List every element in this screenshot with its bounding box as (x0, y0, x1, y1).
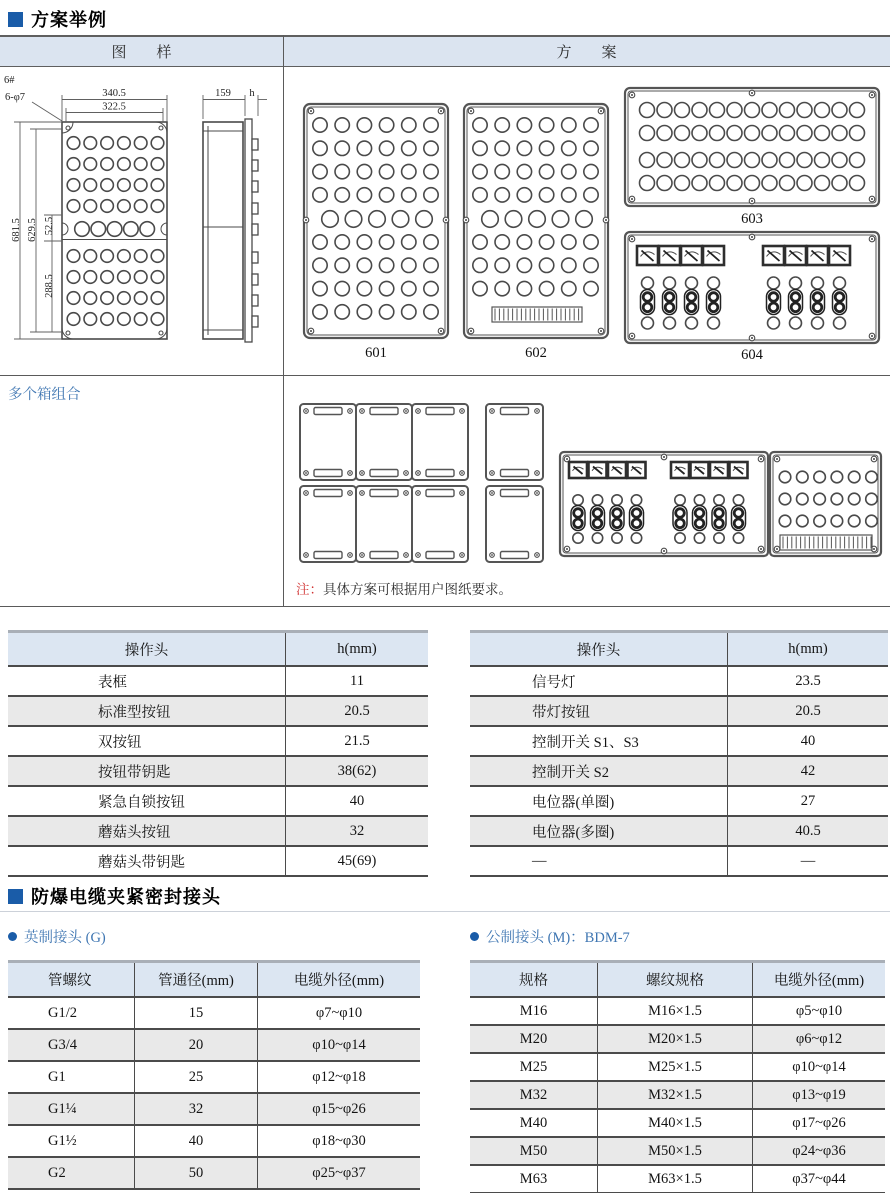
scheme-604-label: 604 (741, 347, 763, 363)
section-square-icon (8, 12, 23, 27)
cell: φ25~φ37 (257, 1158, 420, 1188)
cell: φ10~φ14 (752, 1054, 885, 1080)
table-row (8, 1156, 420, 1188)
cell: 20 (134, 1030, 257, 1060)
cell: φ6~φ12 (752, 1026, 885, 1052)
bullet-icon (8, 932, 17, 941)
cell: M63×1.5 (597, 1166, 752, 1192)
cell: M40 (519, 1114, 548, 1131)
section-title-schemes (8, 6, 107, 32)
cell: 50 (134, 1158, 257, 1188)
table-row (470, 785, 888, 815)
cell: 45(69) (285, 847, 428, 875)
table-row (470, 725, 888, 755)
col-header: 管螺纹 (48, 973, 92, 989)
table-row (8, 665, 428, 695)
metric-gland-table (470, 960, 885, 1193)
note-prefix: 注： (296, 582, 323, 597)
table-row-divider (0, 375, 890, 376)
cell: φ13~φ19 (752, 1082, 885, 1108)
dim-depth-h: h (249, 88, 255, 99)
cell: 标准型按钮 (98, 704, 171, 721)
cell: 32 (285, 817, 428, 845)
cell: 控制开关 S2 (532, 764, 609, 781)
cell: φ17~φ26 (752, 1110, 885, 1136)
col-header-drawing: 图 样 (111, 45, 172, 61)
cell: G1/2 (48, 1004, 77, 1021)
table-row (470, 1052, 885, 1080)
scheme-603-label: 603 (741, 211, 763, 227)
scheme-table-header (0, 35, 890, 67)
cell: φ37~φ44 (752, 1166, 885, 1192)
dim-width-outer: 340.5 (102, 88, 126, 99)
cell: 42 (727, 757, 888, 785)
cell: 表框 (98, 674, 127, 691)
cell: 27 (727, 787, 888, 815)
dim-height-inner: 629.5 (27, 218, 38, 242)
table-row (470, 1080, 885, 1108)
table-row (8, 1124, 420, 1156)
subsection-label: 公制接头 (M)：BDM-7 (486, 930, 630, 946)
table-header-row (470, 963, 885, 996)
table-row (470, 1136, 885, 1164)
col-header-scheme: 方 案 (556, 45, 617, 61)
cell: 电位器(单圈) (532, 794, 615, 811)
table-row (470, 815, 888, 845)
cell: φ7~φ10 (257, 998, 420, 1028)
col-header: 电缆外径(mm) (752, 963, 885, 996)
dim-height-outer: 681.5 (11, 218, 22, 242)
cell: 按钮带钥匙 (98, 764, 171, 781)
dim-height-lower: 288.5 (44, 274, 55, 298)
table-row (8, 695, 428, 725)
subsection-label: 英制接头 (G) (24, 930, 106, 946)
multi-box-label: 多个箱组合 (8, 387, 81, 403)
cell: 15 (134, 998, 257, 1028)
subsection-imperial (8, 926, 106, 947)
table-row (8, 815, 428, 845)
table-row (8, 725, 428, 755)
cell: M20 (519, 1030, 548, 1047)
table-row (470, 665, 888, 695)
dim-depth: 159 (215, 88, 231, 99)
col-header: 管通径(mm) (134, 963, 257, 996)
cell: M40×1.5 (597, 1110, 752, 1136)
table-row (8, 1060, 420, 1092)
section-square-icon (8, 889, 23, 904)
scheme-602-drawing (462, 102, 610, 340)
cell: M63 (519, 1170, 548, 1187)
col-header: h(mm) (285, 633, 428, 665)
table-vertical-divider (283, 35, 284, 606)
table-header-row (8, 633, 428, 665)
cell: M50 (519, 1142, 548, 1159)
cell: 控制开关 S1、S3 (532, 734, 639, 751)
col-header: 操作头 (124, 642, 169, 659)
cell: G1 (48, 1068, 66, 1085)
cell: φ12~φ18 (257, 1062, 420, 1092)
cell: φ15~φ26 (257, 1094, 420, 1124)
cell: 20.5 (727, 697, 888, 725)
combined-unit-drawing (558, 450, 883, 558)
scheme-604-drawing (623, 230, 881, 345)
section2-title: 防爆电缆夹紧密封接头 (31, 887, 221, 907)
cell: — (727, 847, 888, 875)
section-divider-line (0, 911, 890, 912)
table-row (470, 996, 885, 1024)
table-row (470, 1108, 885, 1136)
cell: M32 (519, 1086, 548, 1103)
table-row (470, 1164, 885, 1192)
cell: 双按钮 (98, 734, 142, 751)
table-row (470, 755, 888, 785)
cell: 蘑菇头按钮 (98, 824, 171, 841)
cell: 40 (134, 1126, 257, 1156)
cell: 21.5 (285, 727, 428, 755)
cell: M16×1.5 (597, 998, 752, 1024)
dim-height-mid: 52.5 (44, 216, 55, 236)
col-header: 规格 (519, 973, 548, 989)
table-header-row (8, 963, 420, 996)
cell: 电位器(多圈) (532, 824, 615, 841)
cell: G1½ (48, 1132, 77, 1149)
cell: φ24~φ36 (752, 1138, 885, 1164)
cell: 25 (134, 1062, 257, 1092)
table-row (8, 755, 428, 785)
cell: M32×1.5 (597, 1082, 752, 1108)
cell: 紧急自锁按钮 (98, 794, 185, 811)
scheme-601-drawing (302, 102, 450, 340)
cell: M25×1.5 (597, 1054, 752, 1080)
col-header: 螺纹规格 (597, 963, 752, 996)
imperial-gland-table (8, 960, 420, 1190)
section-title-cable-glands (8, 883, 221, 909)
cell: — (532, 852, 547, 869)
cell: G3/4 (48, 1036, 77, 1053)
dim-holes: 6-φ7 (5, 92, 26, 103)
table-row (470, 695, 888, 725)
dimension-drawing (0, 69, 283, 375)
subsection-metric (470, 926, 630, 947)
table-row (8, 845, 428, 875)
cell: M16 (519, 1002, 548, 1019)
bullet-icon (470, 932, 479, 941)
scheme-603-drawing (623, 86, 881, 208)
multi-box-grid-drawing (296, 402, 546, 564)
table-row (8, 1028, 420, 1060)
table-row (470, 1024, 885, 1052)
cell: 蘑菇头带钥匙 (98, 854, 185, 871)
cell: M25 (519, 1058, 548, 1075)
dim-width-inner: 322.5 (102, 101, 126, 113)
note-text: 具体方案可根据用户图纸要求。 (323, 582, 512, 597)
cell: 38(62) (285, 757, 428, 785)
cell: G2 (48, 1164, 66, 1181)
cell: 32 (134, 1094, 257, 1124)
table-header-row (470, 633, 888, 665)
table-row (8, 785, 428, 815)
cell: G1¼ (48, 1100, 77, 1117)
cell: 20.5 (285, 697, 428, 725)
page-title: 方案举例 (31, 10, 107, 30)
cell: M50×1.5 (597, 1138, 752, 1164)
operating-head-table-right (470, 630, 888, 877)
col-header: 操作头 (576, 642, 621, 659)
cell: φ5~φ10 (752, 998, 885, 1024)
cell: φ18~φ30 (257, 1126, 420, 1156)
box-size-label: 6# (4, 75, 15, 86)
cell: 40.5 (727, 817, 888, 845)
operating-head-table-left (8, 630, 428, 877)
table-row (8, 1092, 420, 1124)
cell: 40 (285, 787, 428, 815)
table-bottom-border (0, 606, 890, 607)
cell: 23.5 (727, 667, 888, 695)
scheme-601-label: 601 (365, 345, 387, 361)
table-row (470, 845, 888, 875)
cell: M20×1.5 (597, 1026, 752, 1052)
scheme-note (296, 578, 512, 598)
cell: 带灯按钮 (532, 704, 590, 721)
col-header: 电缆外径(mm) (257, 963, 420, 996)
cell: 11 (285, 667, 428, 695)
cell: 40 (727, 727, 888, 755)
cell: 信号灯 (532, 674, 576, 691)
table-row (8, 996, 420, 1028)
cell: φ10~φ14 (257, 1030, 420, 1060)
scheme-602-label: 602 (525, 345, 547, 361)
col-header: h(mm) (727, 633, 888, 665)
